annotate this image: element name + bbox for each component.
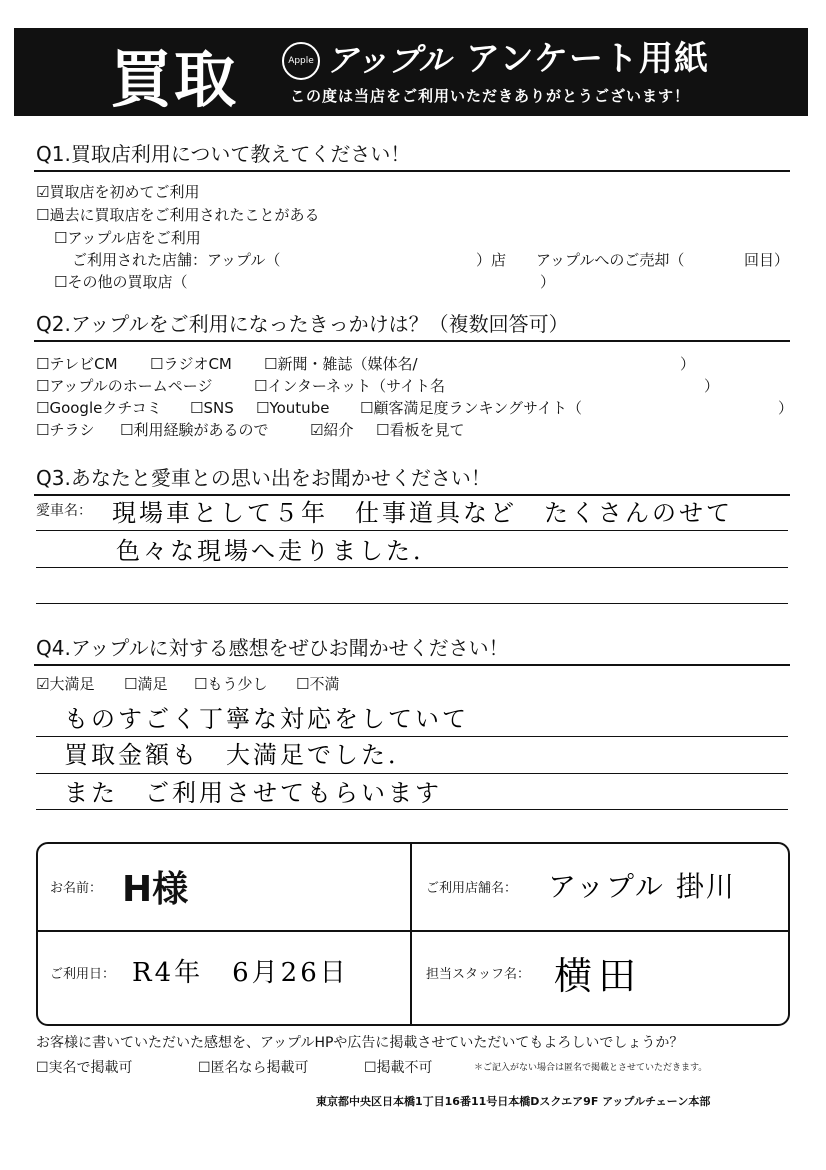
name-value: H様: [122, 869, 189, 910]
q1-title: Q1.買取店利用について教えてください！: [36, 142, 411, 166]
consent-question: お客様に書いていただいた感想を、アップルHPや広告に掲載させていただいてもよろしいでしょうか？: [36, 1035, 684, 1051]
q2-divider: [34, 340, 790, 342]
staff-label: 担当スタッフ名：: [426, 967, 531, 982]
q3-line2: [36, 567, 788, 568]
survey-title: アンケート用紙: [466, 39, 709, 79]
q1-option-other[interactable]: ☐その他の買取店（: [54, 273, 188, 291]
kaitori-title: 買取: [110, 43, 239, 116]
staff-value: 横田: [554, 954, 643, 998]
q2-option-signboard[interactable]: ☐看板を見て: [376, 421, 465, 439]
q2-title: Q2.アップルをご利用になったきっかけは？（複数回答可）: [36, 312, 569, 336]
q4-line3: [36, 809, 788, 810]
q2-option-experience[interactable]: ☐利用経験があるので: [120, 421, 269, 439]
q2-option-ranking[interactable]: ☐顧客満足度ランキングサイト（: [360, 399, 582, 417]
q1-divider: [34, 170, 790, 172]
q1-store-suffix: ）店: [476, 251, 507, 269]
date-label: ご利用日：: [50, 967, 116, 982]
q4-answer-line1: ものすごく丁寧な対応をしていて: [64, 705, 469, 733]
consent-option-no[interactable]: ☐掲載不可: [364, 1060, 433, 1076]
store-value: アップル 掛川: [548, 870, 736, 903]
q2-option-sns[interactable]: ☐SNS: [190, 399, 234, 417]
q4-title: Q4.アップルに対する感想をぜひお聞かせください！: [36, 636, 509, 660]
q3-answer-line1: 現場車として５年 仕事道具など たくさんのせて: [112, 499, 733, 527]
q4-option-very-satisfied[interactable]: ☑大満足: [36, 675, 95, 693]
consent-option-real-name[interactable]: ☐実名で掲載可: [36, 1060, 133, 1076]
q2-row2-close: ）: [704, 377, 720, 395]
q2-row1-close: ）: [680, 355, 696, 373]
date-value: R4年 6月26日: [132, 958, 349, 988]
q2-option-flyer[interactable]: ☐チラシ: [36, 421, 95, 439]
q2-option-newspaper[interactable]: ☐新聞・雑誌（媒体名/: [264, 355, 418, 373]
q4-line1: [36, 736, 788, 737]
q1-option-first[interactable]: ☑買取店を初めてご利用: [36, 183, 200, 201]
q4-answer-line2: 買取金額も 大満足でした．: [64, 741, 415, 769]
q3-title: Q3.あなたと愛車との思い出をお聞かせください！: [36, 466, 491, 490]
info-box-horizontal-divider: [36, 930, 788, 932]
q1-option-other-close: ）: [540, 273, 556, 291]
q1-option-past[interactable]: ☐過去に買取店をご利用されたことがある: [36, 206, 320, 224]
q2-option-google[interactable]: ☐Googleクチコミ: [36, 399, 162, 417]
q1-store-used-label: ご利用された店舗：アップル（: [72, 251, 281, 269]
q1-option-apple-store[interactable]: ☐アップル店をご利用: [54, 229, 201, 247]
q1-sale-count-suffix: 回目）: [744, 251, 790, 269]
company-address: 東京都中央区日本橋1丁目16番11号日本橋Dスクエア9F アップルチェーン本部: [316, 1095, 711, 1108]
q1-sale-count-label: アップルへのご売却（: [536, 251, 685, 269]
q2-option-referral[interactable]: ☑紹介: [310, 421, 354, 439]
store-label: ご利用店舗名：: [426, 881, 518, 896]
q3-divider: [34, 494, 790, 496]
q3-line3: [36, 603, 788, 604]
q2-row3-close: ）: [778, 399, 794, 417]
q2-option-youtube[interactable]: ☐Youtube: [256, 399, 330, 417]
name-label: お名前：: [50, 881, 103, 896]
q3-line1: [36, 530, 788, 531]
q4-line2: [36, 773, 788, 774]
q2-option-tvcm[interactable]: ☐テレビCM: [36, 355, 118, 373]
header-subtitle: この度は当店をご利用いただきありがとうございます！: [290, 87, 691, 105]
q2-option-internet[interactable]: ☐インターネット（サイト名: [254, 377, 446, 395]
consent-option-anonymous[interactable]: ☐匿名なら掲載可: [198, 1060, 309, 1076]
q4-option-unsatisfied[interactable]: ☐不満: [296, 675, 340, 693]
q3-answer-line2: 色々な現場へ走りました．: [116, 537, 440, 565]
q4-divider: [34, 664, 790, 666]
header-banner: [14, 28, 808, 116]
q2-option-radiocm[interactable]: ☐ラジオCM: [150, 355, 232, 373]
q4-option-satisfied[interactable]: ☐満足: [124, 675, 168, 693]
q4-option-so-so[interactable]: ☐もう少し: [194, 675, 268, 693]
apple-logo-icon: Apple: [282, 42, 320, 80]
q3-car-label: 愛車名：: [36, 503, 92, 519]
q2-option-homepage[interactable]: ☐アップルのホームページ: [36, 377, 213, 395]
consent-note: ＊ご記入がない場合は匿名で掲載とさせていただきます。: [474, 1063, 708, 1073]
q4-answer-line3: また ご利用させてもらいます: [64, 779, 442, 807]
brand-logo-text: アップル: [326, 41, 451, 79]
info-box-vertical-divider: [410, 842, 412, 1024]
